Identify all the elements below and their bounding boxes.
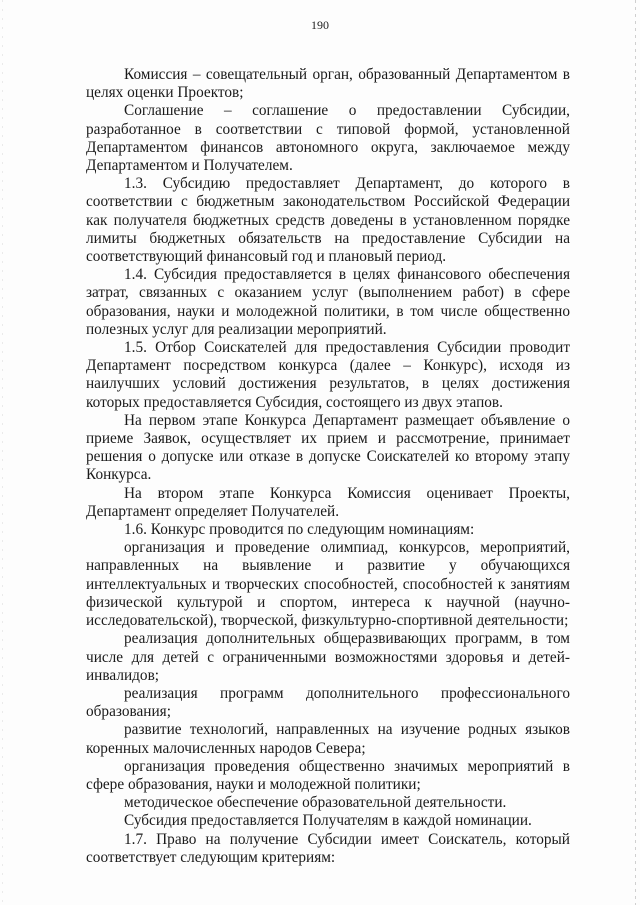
- paragraph-second-stage: На втором этапе Конкурса Комиссия оценивает Проекты, Департамент определяет Получателей.: [86, 484, 570, 520]
- nomination-professional-programs: реализация программ дополнительного профессионального образования;: [86, 684, 570, 721]
- nomination-public-events: организация проведения общественно значимых мероприятий в сфере образования, науки и молодежной политики;: [86, 757, 570, 793]
- nomination-native-languages: развитие технологий, направленных на изучение родных языков коренных малочисленных народов Севера;: [86, 721, 570, 757]
- paragraph-first-stage: На первом этапе Конкурса Департамент размещает объявление о приеме Заявок, осуществляет их прием и рассмотрение, принимает решения о допуске или отказе в допуске Соискателей ко второму этапу Конкурса.: [86, 411, 570, 484]
- nomination-olympiads: организация и проведение олимпиад, конкурсов, мероприятий, направленных на выявление и развитие у обучающихся интеллектуальных и творческих способностей, способностей к занятиям физической культурой и спортом, интереса к научной (научно-исследовательской), творческой, физкультурно-спортивной деятельности;: [86, 539, 570, 630]
- paragraph-1-6: 1.6. Конкурс проводится по следующим номинациям:: [124, 521, 475, 539]
- paragraph-1-4: 1.4. Субсидия предоставляется в целях финансового обеспечения затрат, связанных с оказанием услуг (выполнением работ) в сфере образования, науки и молодежной политики, в том числе общественно полезных услуг для реализации мероприятий.: [86, 266, 570, 338]
- paragraph-1-5: 1.5. Отбор Соискателей для предоставления Субсидии проводит Департамент посредством конкурса (далее – Конкурс), исходя из наилучших условий достижения результатов, в целях достижения которых предоставляется Субсидия, состоящего из двух этапов.: [86, 339, 570, 411]
- paragraph-1-7: 1.7. Право на получение Субсидии имеет Соискатель, который соответствует следующим критериям:: [86, 830, 570, 866]
- scan-edge-left: [2, 0, 3, 905]
- nomination-general-programs: реализация дополнительных общеразвивающих программ, в том числе для детей с ограниченными возможностями здоровья и детей-инвалидов;: [86, 630, 570, 684]
- scan-edge-right: [635, 0, 636, 905]
- paragraph-1-3: 1.3. Субсидию предоставляет Департамент, до которого в соответствии с бюджетным законодательством Российской Федерации как получателя бюджетных средств доведены в установленном порядке лимиты бюджетных обязательств на предоставление Субсидии на соответствующий финансовый год и плановый период.: [86, 175, 570, 266]
- page-number: 190: [311, 18, 329, 32]
- nomination-methodical-support: методическое обеспечение образовательной деятельности.: [124, 794, 507, 812]
- document-body: [86, 66, 570, 867]
- paragraph-agreement-definition: Соглашение – соглашение о предоставлении Субсидии, разработанное в соответствии с типовой формой, установленной Департаментом финансов автономного округа, заключаемое между Департаментом и Получателем.: [86, 102, 570, 175]
- paragraph-subsidy-each-nomination: Субсидия предоставляется Получателям в каждой номинации.: [124, 812, 532, 830]
- paragraph-commission-definition: Комиссия – совещательный орган, образованный Департаментом в целях оценки Проектов;: [86, 66, 570, 102]
